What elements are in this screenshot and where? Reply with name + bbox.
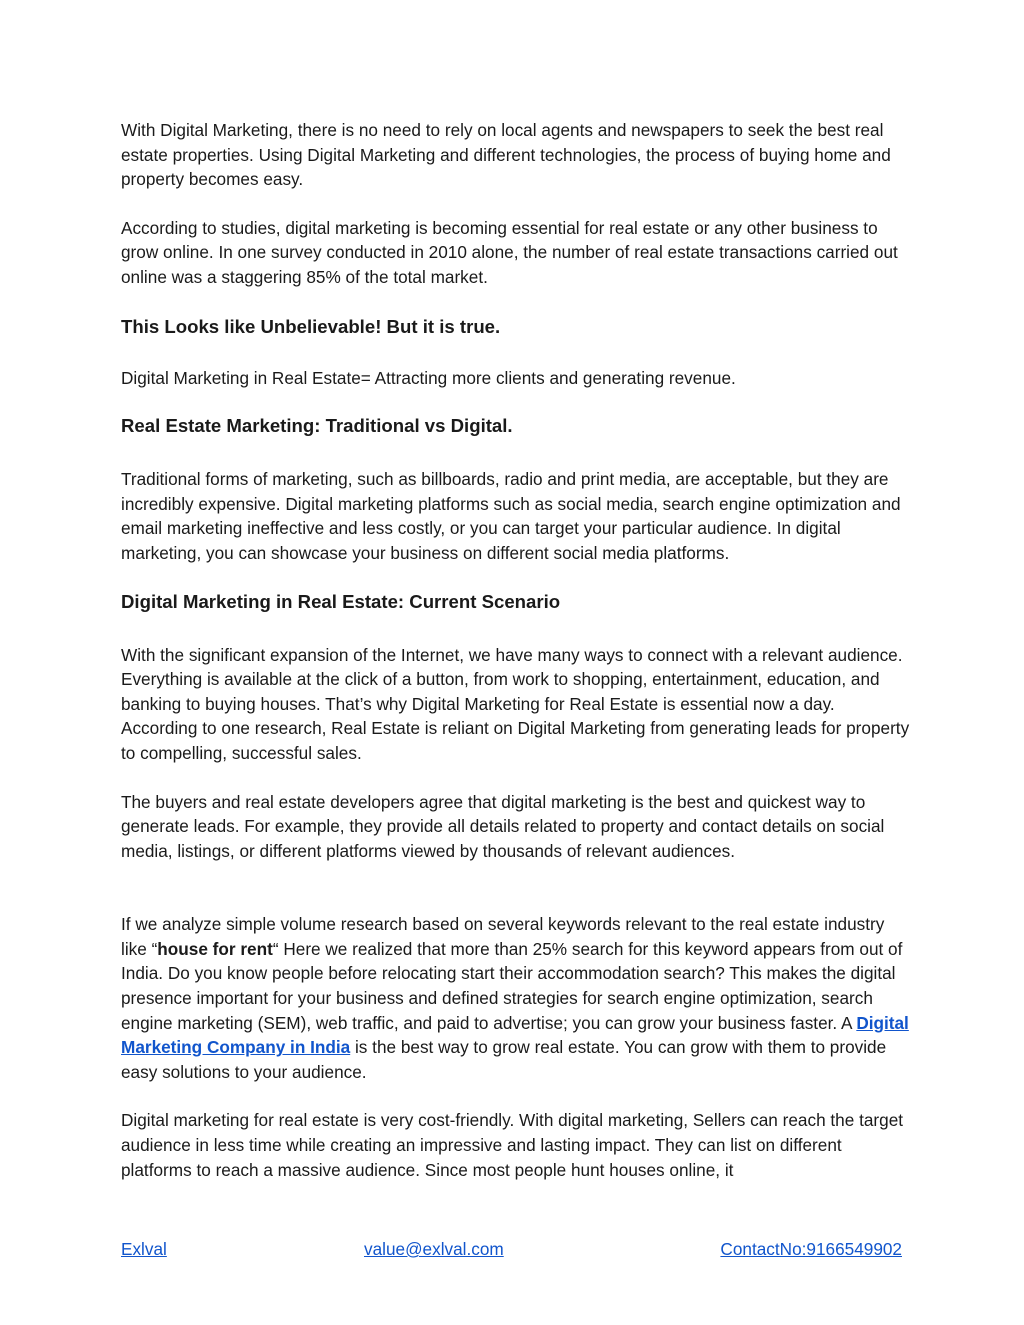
keywords-text-c: is the best way to grow real estate. You can grow with them to provide easy solutions to your audience.	[121, 1037, 887, 1082]
page-footer	[121, 1239, 902, 1265]
paragraph-expansion: With the significant expansion of the Internet, we have many ways to connect with a relevant audience. Everything is available at the click of a button, from work to shopping, entertainment, education, and banking to buying houses. That’s why Digital Marketing for Real Estate is essential now a day. According to one research, Real Estate is reliant on Digital Marketing from generating leads for property to compelling, successful sales.	[121, 644, 910, 763]
footer-contact-link[interactable]: ContactNo:9166549902	[720, 1239, 902, 1259]
heading-current-scenario: Digital Marketing in Real Estate: Current Scenario	[121, 590, 561, 612]
paragraph-intro: With Digital Marketing, there is no need to rely on local agents and newspapers to seek the best real estate properties. Using Digital Marketing and different technologies, the process of buying home and property becomes easy.	[121, 120, 891, 190]
heading-traditional-vs-digital: Real Estate Marketing: Traditional vs Digital.	[121, 415, 513, 437]
paragraph-equation: Digital Marketing in Real Estate= Attracting more clients and generating revenue.	[121, 367, 736, 388]
document-body	[121, 118, 911, 1182]
paragraph-keywords	[121, 912, 911, 1084]
paragraph-studies: According to studies, digital marketing is becoming essential for real estate or any other business to grow online. In one survey conducted in 2010 alone, the number of real estate transactions carried out online was a staggering 85% of the total market.	[121, 217, 898, 287]
digital-marketing-company-link[interactable]: Digital Marketing Company in India	[121, 1012, 909, 1058]
paragraph-buyers: The buyers and real estate developers agree that digital marketing is the best and quickest way to generate leads. For example, they provide all details related to property and contact details on social media, listings, or different platforms viewed by thousands of relevant audiences.	[121, 791, 885, 861]
keywords-text-a: If we analyze simple volume research based on several keywords relevant to the real estate industry like “	[121, 914, 885, 959]
paragraph-traditional: Traditional forms of marketing, such as billboards, radio and print media, are acceptable, but they are incredibly expensive. Digital marketing platforms such as social media, search engine optimization and email marketing ineffective and less costly, or you can target your particular audience. In digital marketing, you can showcase your business on different social media platforms.	[121, 469, 901, 563]
heading-unbelievable: This Looks like Unbelievable! But it is true.	[121, 315, 501, 337]
keyword-house-for-rent: house for rent	[157, 938, 273, 959]
footer-company-link[interactable]: Exlval	[121, 1239, 167, 1259]
paragraph-cost-friendly: Digital marketing for real estate is very cost-friendly. With digital marketing, Sellers can reach the target audience in less time while creating an impressive and lasting impact. They can list on different platforms to reach a massive audience. Since most people hunt houses online, it	[121, 1110, 904, 1180]
footer-email-link[interactable]: value@exlval.com	[364, 1239, 504, 1259]
keywords-text-b: “ Here we realized that more than 25% search for this keyword appears from out of India. Do you know people before relocating start their accommodation search? This makes the digital presence important for your business and defined strategies for search engine optimization, search engine marketing (SEM), web traffic, and paid to advertise; you can grow your business faster. A	[121, 938, 903, 1033]
